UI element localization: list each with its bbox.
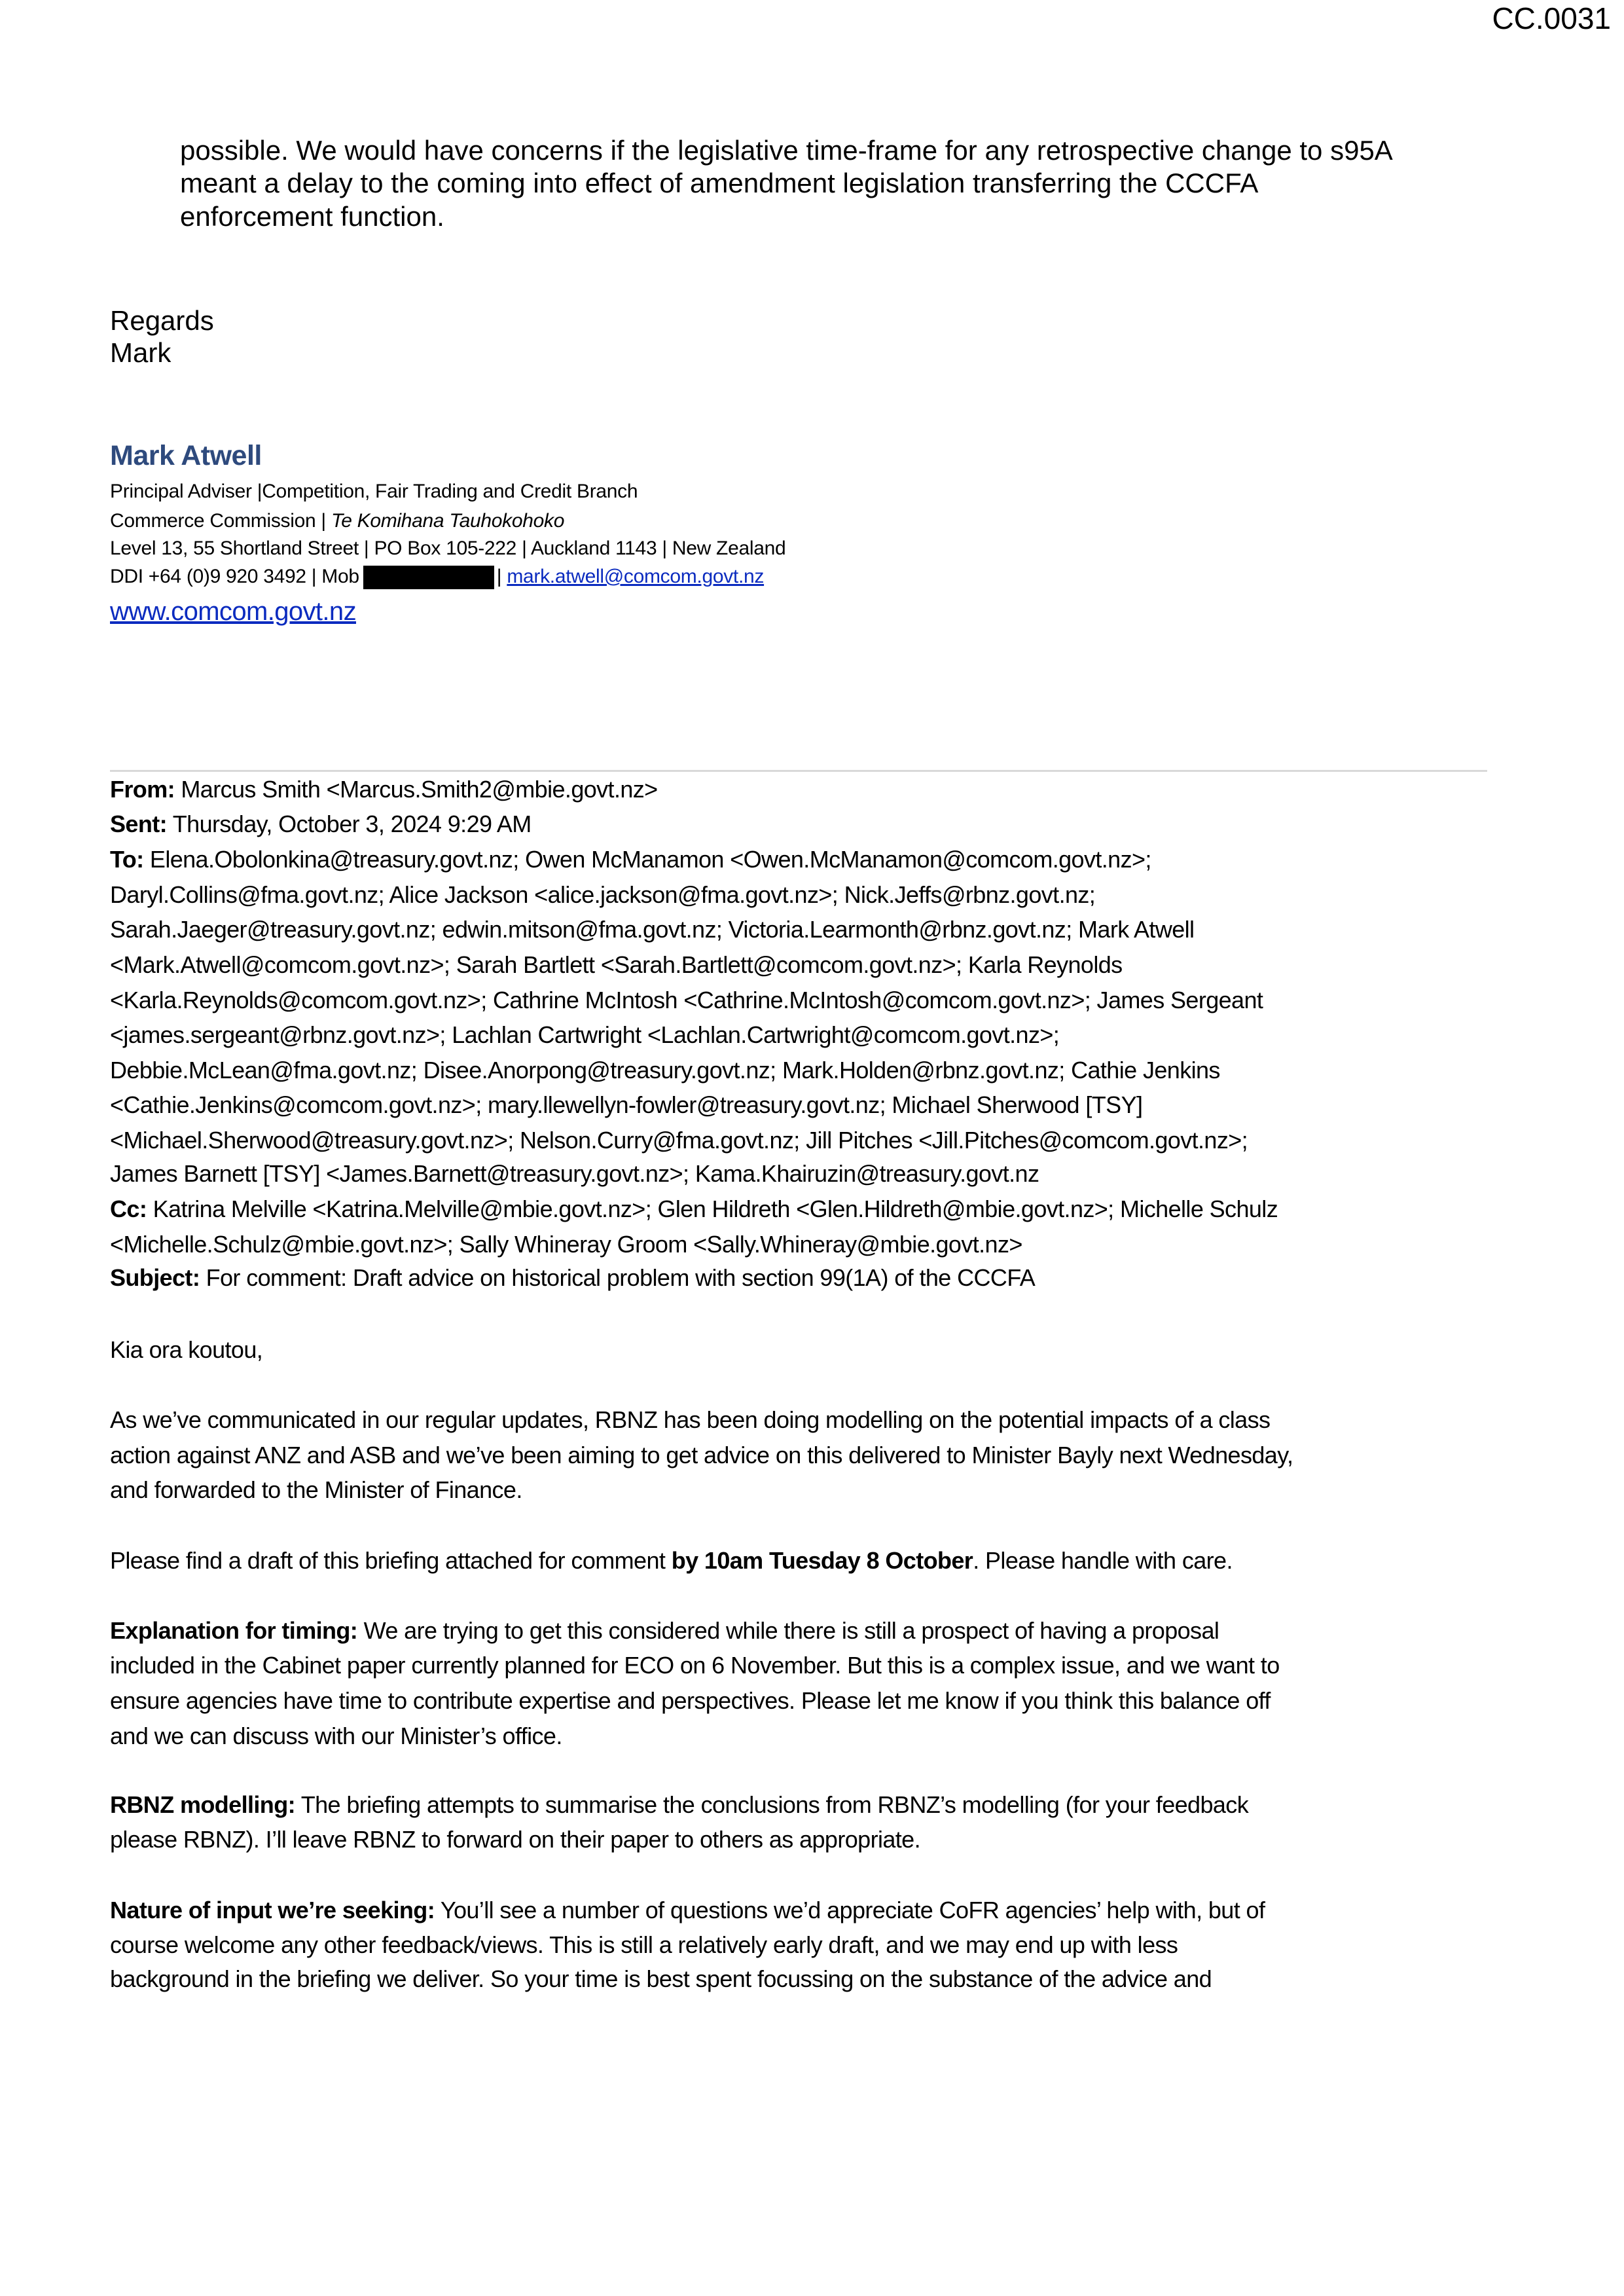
body-line [110,1893,1265,1927]
to-value: Elena.Obolonkina@treasury.govt.nz; Owen McManamon <Owen.McManamon@comcom.govt.nz>; [149,846,1151,873]
body-line: ensure agencies have time to contribute expertise and perspectives. Please let me know if you think this balance off [110,1687,1271,1714]
website-link[interactable]: www.comcom.govt.nz [110,597,356,626]
separator: | [496,566,502,587]
sign-off: Mark [110,337,171,368]
redaction-block [363,566,494,589]
to-line: Daryl.Collins@fma.govt.nz; Alice Jackson <alice.jackson@fma.govt.nz>; Nick.Jeffs@rbnz.govt.nz; [110,881,1096,908]
to-line: <james.sergeant@rbnz.govt.nz>; Lachlan Cartwright <Lachlan.Cartwright@comcom.govt.nz>; [110,1021,1060,1048]
signature-contact [110,564,764,590]
body-line: background in the briefing we deliver. So your time is best spent focussing on the substance of the advice and [110,1965,1212,1992]
cc-value: Katrina Melville <Katrina.Melville@mbie.govt.nz>; Glen Hildreth <Glen.Hildreth@mbie.govt.nz>; Michelle Schulz [153,1195,1278,1222]
from-label: From: [110,776,175,803]
timing-label: Explanation for timing: [110,1617,358,1644]
body-line: please RBNZ). I’ll leave RBNZ to forward on their paper to others as appropriate. [110,1826,920,1853]
sent-label: Sent: [110,811,168,837]
body-line [110,1543,1233,1578]
input-label: Nature of input we’re seeking: [110,1897,435,1923]
text: The briefing attempts to summarise the conclusions from RBNZ’s modelling (for your feedback [295,1791,1249,1818]
cc-line [110,1192,1278,1226]
reply-line: meant a delay to the coming into effect of amendment legislation transferring the CCCFA [180,168,1259,198]
body-line: As we’ve communicated in our regular updates, RBNZ has been doing modelling on the potential impacts of a class [110,1406,1271,1433]
text: We are trying to get this considered while there is still a prospect of having a proposal [357,1617,1219,1644]
signature-address: Level 13, 55 Shortland Street | PO Box 105-222 | Auckland 1143 | New Zealand [110,538,786,559]
to-line: <Mark.Atwell@comcom.govt.nz>; Sarah Bartlett <Sarah.Bartlett@comcom.govt.nz>; Karla Reynolds [110,951,1123,978]
signature-org [110,508,564,534]
from-line [110,772,658,807]
to-line: <Cathie.Jenkins@comcom.govt.nz>; mary.llewellyn-fowler@treasury.govt.nz; Michael Sherwood [TSY] [110,1091,1143,1118]
greeting: Kia ora koutou, [110,1336,263,1363]
signature-title: Principal Adviser |Competition, Fair Trading and Credit Branch [110,481,638,502]
subject-line [110,1260,1035,1295]
text: You’ll see a number of questions we’d appreciate CoFR agencies’ help with, but of [435,1897,1265,1923]
reply-line: possible. We would have concerns if the legislative time-frame for any retrospective change to s95A [180,135,1393,166]
body-line [110,1787,1248,1822]
to-label: To: [110,846,144,873]
text: Please find a draft of this briefing attached for comment [110,1547,672,1574]
deadline: by 10am Tuesday 8 October [671,1547,973,1574]
modelling-label: RBNZ modelling: [110,1791,295,1818]
sent-line [110,807,532,841]
email-link[interactable]: mark.atwell@comcom.govt.nz [507,566,765,587]
to-line: Sarah.Jaeger@treasury.govt.nz; edwin.mitson@fma.govt.nz; Victoria.Learmonth@rbnz.govt.nz; Mark Atwell [110,916,1195,943]
reply-line: enforcement function. [180,201,444,232]
body-line: and forwarded to the Minister of Finance. [110,1476,522,1503]
body-line: included in the Cabinet paper currently planned for ECO on 6 November. But this is a complex issue, and we want to [110,1652,1280,1679]
body-line: and we can discuss with our Minister’s office. [110,1722,562,1749]
subject-label: Subject: [110,1264,200,1291]
body-line [110,1613,1219,1648]
org-name: Commerce Commission | [110,510,326,532]
text: . Please handle with care. [973,1547,1233,1574]
to-line: James Barnett [TSY] <James.Barnett@treasury.govt.nz>; Kama.Khairuzin@treasury.govt.nz [110,1160,1039,1187]
sent-value: Thursday, October 3, 2024 9:29 AM [172,811,532,837]
from-value: Marcus Smith <Marcus.Smith2@mbie.govt.nz> [181,776,658,803]
to-line: <Michael.Sherwood@treasury.govt.nz>; Nelson.Curry@fma.govt.nz; Jill Pitches <Jill.Pitches@comcom.govt.nz>; [110,1127,1248,1154]
subject-value: For comment: Draft advice on historical problem with section 99(1A) of the CCCFA [206,1264,1036,1291]
body-line: action against ANZ and ASB and we’ve been aiming to get advice on this delivered to Minister Bayly next Wednesday, [110,1442,1293,1468]
to-line [110,842,1151,877]
cc-line: <Michelle.Schulz@mbie.govt.nz>; Sally Whineray Groom <Sally.Whineray@mbie.govt.nz> [110,1231,1022,1258]
body-line: course welcome any other feedback/views. This is still a relatively early draft, and we may end up with less [110,1931,1178,1958]
to-line: <Karla.Reynolds@comcom.govt.nz>; Cathrine McIntosh <Cathrine.McIntosh@comcom.govt.nz>; James Sergeant [110,987,1263,1013]
signature-name: Mark Atwell [110,440,262,471]
cc-label: Cc: [110,1195,147,1222]
to-line: Debbie.McLean@fma.govt.nz; Disee.Anorpong@treasury.govt.nz; Mark.Holden@rbnz.govt.nz; Cathie Jenkins [110,1057,1220,1084]
org-maori-name: Te Komihana Tauhokohoko [331,510,565,532]
page-id-label: CC.0031 [1492,1,1611,35]
closing: Regards [110,305,214,336]
ddi-text: DDI +64 (0)9 920 3492 | Mob [110,566,359,587]
